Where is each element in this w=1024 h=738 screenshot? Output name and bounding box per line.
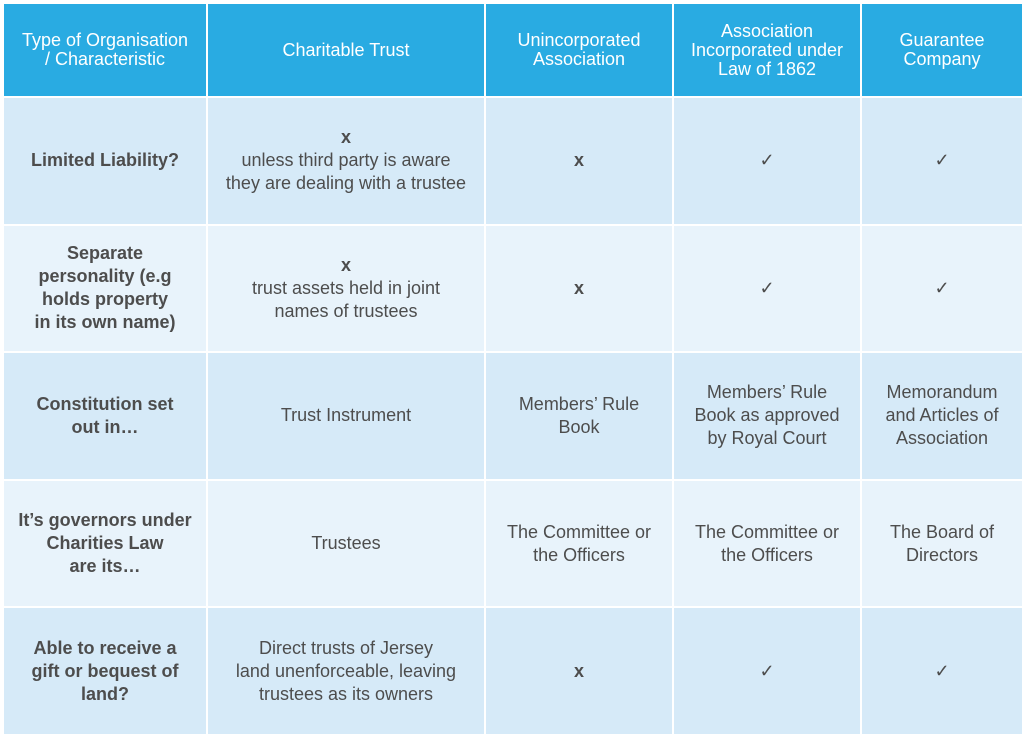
cell-note: unless third party is aware — [241, 150, 451, 171]
cell-text: The Board of — [889, 521, 995, 542]
header-text: Association — [720, 20, 814, 41]
row-label-text: Separate — [66, 243, 144, 264]
cell-text: The Committee or — [506, 521, 652, 542]
cell-text: Members’ Rule — [706, 382, 828, 403]
header-text: Charitable Trust — [282, 39, 410, 60]
cell-unincorporated-liability — [486, 98, 672, 224]
row-label — [4, 481, 206, 607]
cell-text: Trust Instrument — [280, 405, 412, 426]
cell-incorporated-land — [674, 608, 860, 734]
header-characteristic — [4, 4, 206, 96]
cell-guarantee-land — [862, 608, 1022, 734]
header-text: Association — [532, 49, 626, 69]
header-charitable-trust — [208, 4, 484, 96]
comparison-table — [2, 2, 1024, 736]
row-label-text: It’s governors under — [18, 510, 192, 531]
row-label-text: in its own name) — [34, 312, 176, 333]
table-row-constitution — [4, 353, 1022, 479]
cross-mark-icon: x — [340, 127, 351, 148]
header-row — [4, 4, 1022, 96]
cross-mark-icon: x — [573, 150, 584, 171]
header-text: Unincorporated — [517, 30, 641, 50]
cell-guarantee-constitution — [862, 353, 1022, 479]
header-text: Company — [903, 49, 981, 69]
header-incorporated-association — [674, 4, 860, 96]
check-mark-icon: ✓ — [934, 660, 950, 681]
cell-unincorporated-personality — [486, 226, 672, 352]
header-text: / Characteristic — [44, 49, 166, 69]
check-mark-icon: ✓ — [934, 150, 950, 171]
cell-guarantee-personality — [862, 226, 1022, 352]
cell-unincorporated-constitution — [486, 353, 672, 479]
cell-trust-governors — [208, 481, 484, 607]
cell-note: trust assets held in joint — [251, 277, 441, 298]
row-label — [4, 608, 206, 734]
row-label-text: Constitution set — [36, 393, 174, 414]
cell-text: Direct trusts of Jersey — [258, 637, 434, 658]
cell-text: the Officers — [721, 544, 813, 565]
row-label — [4, 98, 206, 224]
cell-incorporated-liability — [674, 98, 860, 224]
header-text: Law of 1862 — [717, 58, 817, 79]
table-row-governors — [4, 481, 1022, 607]
cross-mark-icon: x — [340, 254, 351, 275]
header-text: Type of Organisation — [21, 30, 189, 50]
table-row-limited-liability — [4, 98, 1022, 224]
cell-text: Trustees — [311, 533, 381, 554]
header-guarantee-company — [862, 4, 1022, 96]
cell-text: by Royal Court — [707, 428, 827, 449]
cell-incorporated-governors — [674, 481, 860, 607]
cell-text: Directors — [905, 544, 978, 565]
cell-text: and Articles of — [885, 405, 999, 426]
cell-text: Book as approved — [694, 405, 840, 426]
cell-text: Association — [895, 428, 989, 449]
row-label-text: land? — [81, 683, 129, 704]
header-unincorporated-association — [486, 4, 672, 96]
table-row-separate-personality — [4, 226, 1022, 352]
cell-text: Members’ Rule — [518, 393, 640, 414]
row-label-text: Able to receive a — [33, 637, 177, 658]
row-label-text: personality (e.g — [38, 266, 172, 287]
cross-mark-icon: x — [573, 277, 584, 298]
cell-text: Book — [558, 416, 600, 437]
cell-unincorporated-governors — [486, 481, 672, 607]
header-text: Incorporated under — [690, 39, 844, 60]
cell-guarantee-liability — [862, 98, 1022, 224]
cell-incorporated-personality — [674, 226, 860, 352]
cell-guarantee-governors — [862, 481, 1022, 607]
check-mark-icon: ✓ — [759, 660, 775, 681]
cell-text: the Officers — [533, 544, 625, 565]
cell-trust-constitution — [208, 353, 484, 479]
cell-note: they are dealing with a trustee — [225, 173, 467, 194]
check-mark-icon: ✓ — [759, 277, 775, 298]
table-row-land — [4, 608, 1022, 734]
cell-incorporated-constitution — [674, 353, 860, 479]
cell-trust-land — [208, 608, 484, 734]
cell-text: trustees as its owners — [258, 683, 434, 704]
cell-text: Memorandum — [886, 382, 998, 403]
row-label-text: Charities Law — [46, 533, 164, 554]
cell-text: The Committee or — [694, 521, 840, 542]
cell-note: names of trustees — [274, 300, 418, 321]
row-label-text: Limited Liability? — [30, 150, 179, 171]
row-label-text: holds property — [41, 289, 168, 310]
cell-text: land unenforceable, leaving — [235, 660, 457, 681]
cell-trust-liability — [208, 98, 484, 224]
row-label-text: gift or bequest of — [31, 660, 179, 681]
cell-unincorporated-land — [486, 608, 672, 734]
cross-mark-icon: x — [573, 660, 584, 681]
row-label-text: are its… — [69, 556, 141, 577]
row-label-text: out in… — [71, 416, 139, 437]
check-mark-icon: ✓ — [934, 277, 950, 298]
cell-trust-personality — [208, 226, 484, 352]
header-text: Guarantee — [899, 30, 985, 50]
row-label — [4, 226, 206, 352]
check-mark-icon: ✓ — [759, 150, 775, 171]
row-label — [4, 353, 206, 479]
